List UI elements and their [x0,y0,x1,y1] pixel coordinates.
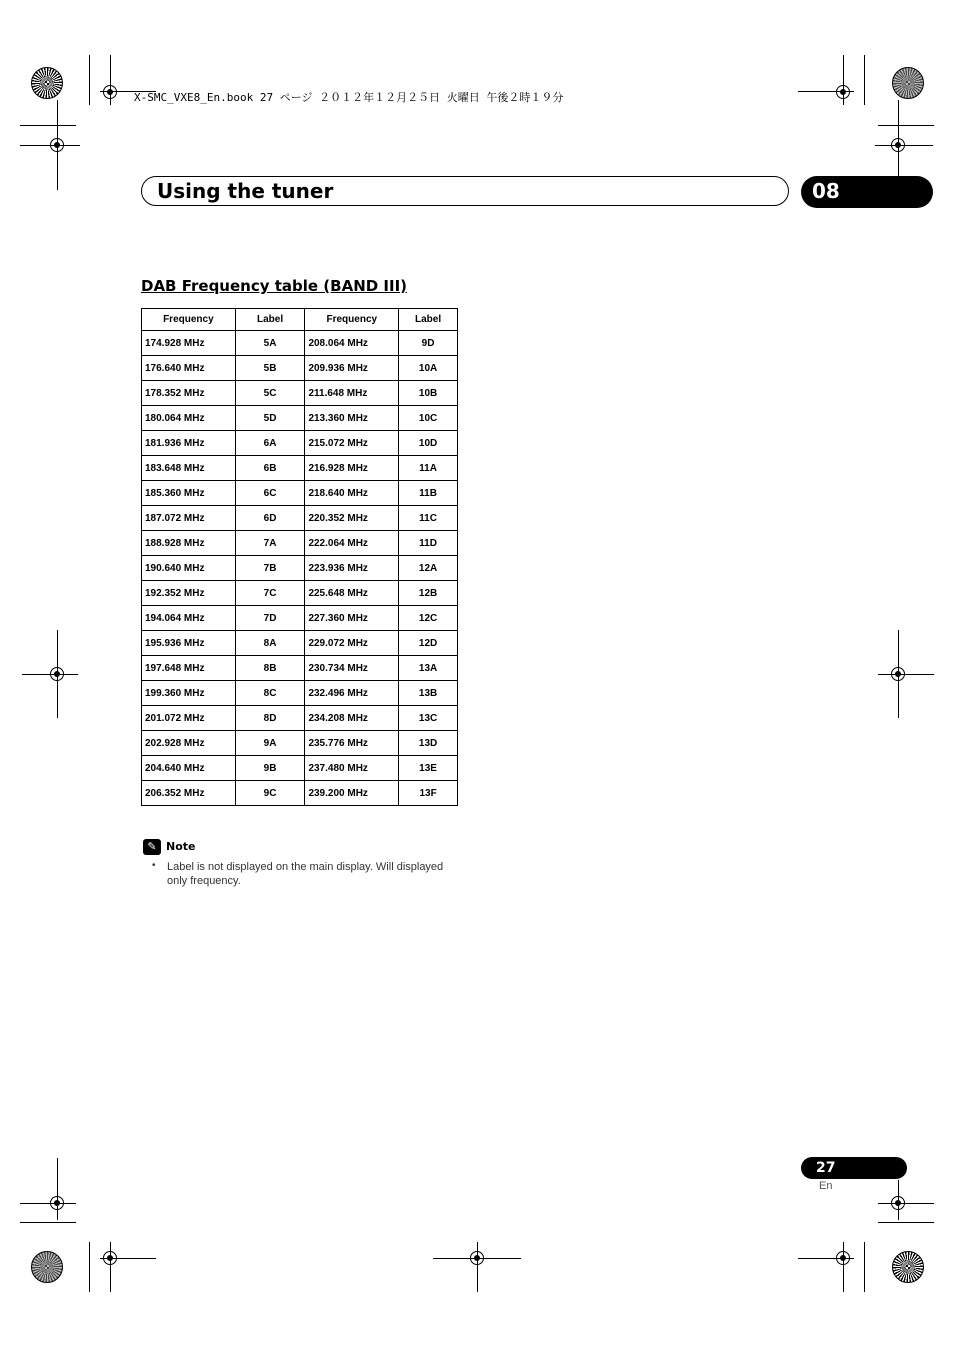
label-cell: 13E [399,756,458,781]
frequency-cell: 229.072 MHz [305,631,399,656]
frequency-cell: 223.936 MHz [305,556,399,581]
label-cell: 10D [399,431,458,456]
label-cell: 7C [235,581,305,606]
label-cell: 8B [235,656,305,681]
label-cell: 5C [235,381,305,406]
table-row [142,606,458,631]
label-cell: 10A [399,356,458,381]
frequency-cell: 194.064 MHz [142,606,236,631]
registration-starburst-icon [31,67,63,99]
label-cell: 11B [399,481,458,506]
frequency-cell: 180.064 MHz [142,406,236,431]
registration-starburst-icon [31,1251,63,1283]
frequency-cell: 213.360 MHz [305,406,399,431]
table-row [142,381,458,406]
frequency-cell: 183.648 MHz [142,456,236,481]
frequency-cell: 218.640 MHz [305,481,399,506]
label-cell: 6B [235,456,305,481]
table-row [142,631,458,656]
column-header: Frequency [305,309,399,331]
label-cell: 5A [235,331,305,356]
label-cell: 7B [235,556,305,581]
frequency-cell: 178.352 MHz [142,381,236,406]
frequency-cell: 237.480 MHz [305,756,399,781]
label-cell: 9B [235,756,305,781]
label-cell: 9A [235,731,305,756]
frequency-cell: 215.072 MHz [305,431,399,456]
table-row [142,731,458,756]
frequency-cell: 220.352 MHz [305,506,399,531]
label-cell: 13F [399,781,458,806]
frequency-cell: 190.640 MHz [142,556,236,581]
frequency-cell: 204.640 MHz [142,756,236,781]
table-row [142,406,458,431]
column-header: Frequency [142,309,236,331]
label-cell: 5D [235,406,305,431]
label-cell: 8D [235,706,305,731]
label-cell: 11C [399,506,458,531]
frequency-cell: 195.936 MHz [142,631,236,656]
table-row [142,481,458,506]
label-cell: 13D [399,731,458,756]
table-row [142,781,458,806]
table-row [142,656,458,681]
label-cell: 12B [399,581,458,606]
registration-starburst-icon [892,67,924,99]
label-cell: 12D [399,631,458,656]
frequency-cell: 216.928 MHz [305,456,399,481]
table-header-row [142,309,458,331]
note-label: Note [166,840,196,853]
frequency-cell: 187.072 MHz [142,506,236,531]
table-row [142,456,458,481]
table-row [142,681,458,706]
language-code: En [819,1180,833,1192]
table-row [142,356,458,381]
print-header-text: X-SMC_VXE8_En.book 27 ページ ２０１２年１２月２５日 火曜日 午後２時１９分 [134,91,564,104]
frequency-cell: 188.928 MHz [142,531,236,556]
frequency-cell: 227.360 MHz [305,606,399,631]
frequency-cell: 208.064 MHz [305,331,399,356]
label-cell: 7D [235,606,305,631]
column-header: Label [235,309,305,331]
table-row [142,756,458,781]
label-cell: 6D [235,506,305,531]
table-row [142,556,458,581]
frequency-cell: 209.936 MHz [305,356,399,381]
frequency-cell: 222.064 MHz [305,531,399,556]
label-cell: 5B [235,356,305,381]
table-row [142,706,458,731]
frequency-cell: 234.208 MHz [305,706,399,731]
label-cell: 13A [399,656,458,681]
frequency-cell: 206.352 MHz [142,781,236,806]
label-cell: 6A [235,431,305,456]
frequency-cell: 192.352 MHz [142,581,236,606]
label-cell: 6C [235,481,305,506]
table-row [142,431,458,456]
label-cell: 10C [399,406,458,431]
pencil-icon: ✎ [143,839,161,855]
label-cell: 9D [399,331,458,356]
section-title: DAB Frequency table (BAND III) [141,277,408,295]
registration-starburst-icon [892,1251,924,1283]
table-row [142,531,458,556]
column-header: Label [399,309,458,331]
page-number: 27 [816,1160,836,1176]
note-text: Label is not displayed on the main display. Will displayed only frequency. [167,861,444,887]
label-cell: 9C [235,781,305,806]
table-row [142,506,458,531]
label-cell: 8C [235,681,305,706]
label-cell: 8A [235,631,305,656]
table-row [142,581,458,606]
frequency-cell: 225.648 MHz [305,581,399,606]
frequency-cell: 230.734 MHz [305,656,399,681]
label-cell: 7A [235,531,305,556]
bullet: • [152,860,156,871]
frequency-cell: 185.360 MHz [142,481,236,506]
label-cell: 13C [399,706,458,731]
frequency-cell: 202.928 MHz [142,731,236,756]
frequency-table [141,308,458,806]
table-row [142,331,458,356]
page-title: Using the tuner [157,179,334,203]
frequency-cell: 181.936 MHz [142,431,236,456]
label-cell: 11D [399,531,458,556]
label-cell: 12A [399,556,458,581]
chapter-number: 08 [812,179,840,203]
frequency-cell: 235.776 MHz [305,731,399,756]
frequency-cell: 232.496 MHz [305,681,399,706]
frequency-cell: 239.200 MHz [305,781,399,806]
label-cell: 11A [399,456,458,481]
label-cell: 10B [399,381,458,406]
frequency-cell: 199.360 MHz [142,681,236,706]
frequency-cell: 197.648 MHz [142,656,236,681]
label-cell: 13B [399,681,458,706]
frequency-cell: 201.072 MHz [142,706,236,731]
frequency-cell: 176.640 MHz [142,356,236,381]
frequency-cell: 211.648 MHz [305,381,399,406]
frequency-cell: 174.928 MHz [142,331,236,356]
label-cell: 12C [399,606,458,631]
